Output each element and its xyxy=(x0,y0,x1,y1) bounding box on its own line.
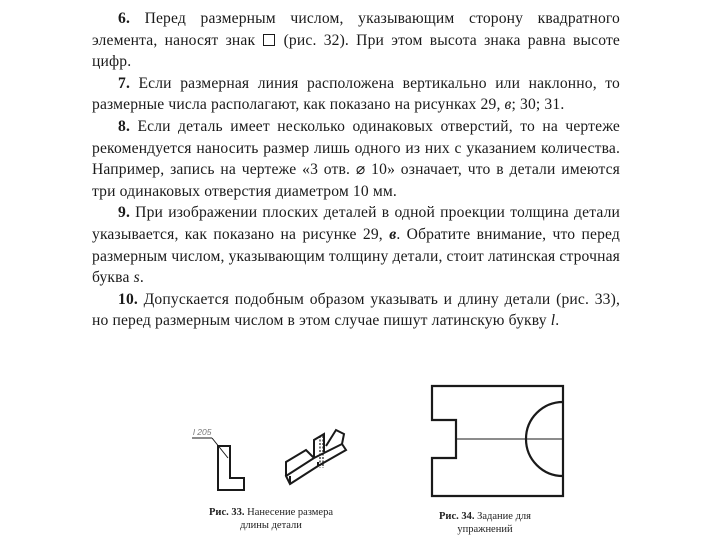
paragraph-text: Перед размерным числом, указывающим сторону квадратного элемента, наносят знак xyxy=(92,10,620,49)
paragraph-8 xyxy=(92,116,620,202)
plate-outline xyxy=(432,386,563,496)
figure-33-drawing xyxy=(186,418,356,500)
paragraph-text: s xyxy=(133,269,140,287)
paragraph-text: (рис. 32). При этом высота знака равна высоте цифр. xyxy=(92,31,620,71)
paragraph-6 xyxy=(92,8,620,73)
paragraph-9 xyxy=(92,202,620,288)
figure-33-dimension-label: l 205 xyxy=(193,427,212,437)
paragraph-number: 10. xyxy=(118,290,138,308)
paragraph-number: 8. xyxy=(118,117,130,135)
paragraph-text: При изображении плоских деталей в одной проекции толщина детали указывается, как показано на рисунке 29, xyxy=(92,204,620,243)
figure-34-drawing xyxy=(428,384,568,500)
paragraph-number: 9. xyxy=(118,204,130,222)
paragraph-text: в xyxy=(504,96,512,114)
figure-33-caption-text: Нанесение размера длины детали xyxy=(240,507,333,531)
paragraph-text: . xyxy=(139,269,144,287)
paragraph-7 xyxy=(92,73,620,116)
leader-line xyxy=(212,438,228,458)
paragraph-10 xyxy=(92,289,620,332)
paragraph-text: Если деталь имеет несколько одинаковых отверстий, то на чертеже рекомендуется наносить размер лишь одного из них с указанием количества. Например, запись на чертеже «3 отв. ⌀ 10» означает, что в детали имеются три одинаковых отверстия диаметром 10 мм. xyxy=(92,117,620,200)
paragraph-text: в xyxy=(389,225,397,243)
paragraph-text: ; 30; 31. xyxy=(511,96,565,114)
text-block xyxy=(92,8,620,332)
figure-34-caption xyxy=(430,510,540,536)
paragraph-text: l xyxy=(550,312,556,330)
paragraph-text: Если размерная линия расположена вертикально или наклонно, то размерные числа располагают, как показано на рисунках 29, xyxy=(92,74,620,114)
paragraph-text: Допускается подобным образом указывать и длину детали (рис. 33), но перед размерным числом в этом случае пишут латинскую букву xyxy=(92,290,620,330)
l-bracket-outline xyxy=(218,446,244,490)
paragraph-number: 6. xyxy=(118,10,130,27)
figure-33-caption xyxy=(196,506,346,532)
square-sign-icon xyxy=(263,34,275,46)
figure-34-caption-number: Рис. 34. xyxy=(439,511,475,522)
paragraph-text: . Обратите внимание, что перед размерным числом, указывающим толщину детали, стоит латинская строчная буква xyxy=(92,225,620,287)
paragraph-text: . xyxy=(555,312,560,330)
figure-33-caption-number: Рис. 33. xyxy=(208,507,245,518)
paragraph-number: 7. xyxy=(118,74,130,92)
iso-part-outline xyxy=(286,444,346,484)
figure-34-caption-text: Задание для упражнений xyxy=(457,511,531,535)
